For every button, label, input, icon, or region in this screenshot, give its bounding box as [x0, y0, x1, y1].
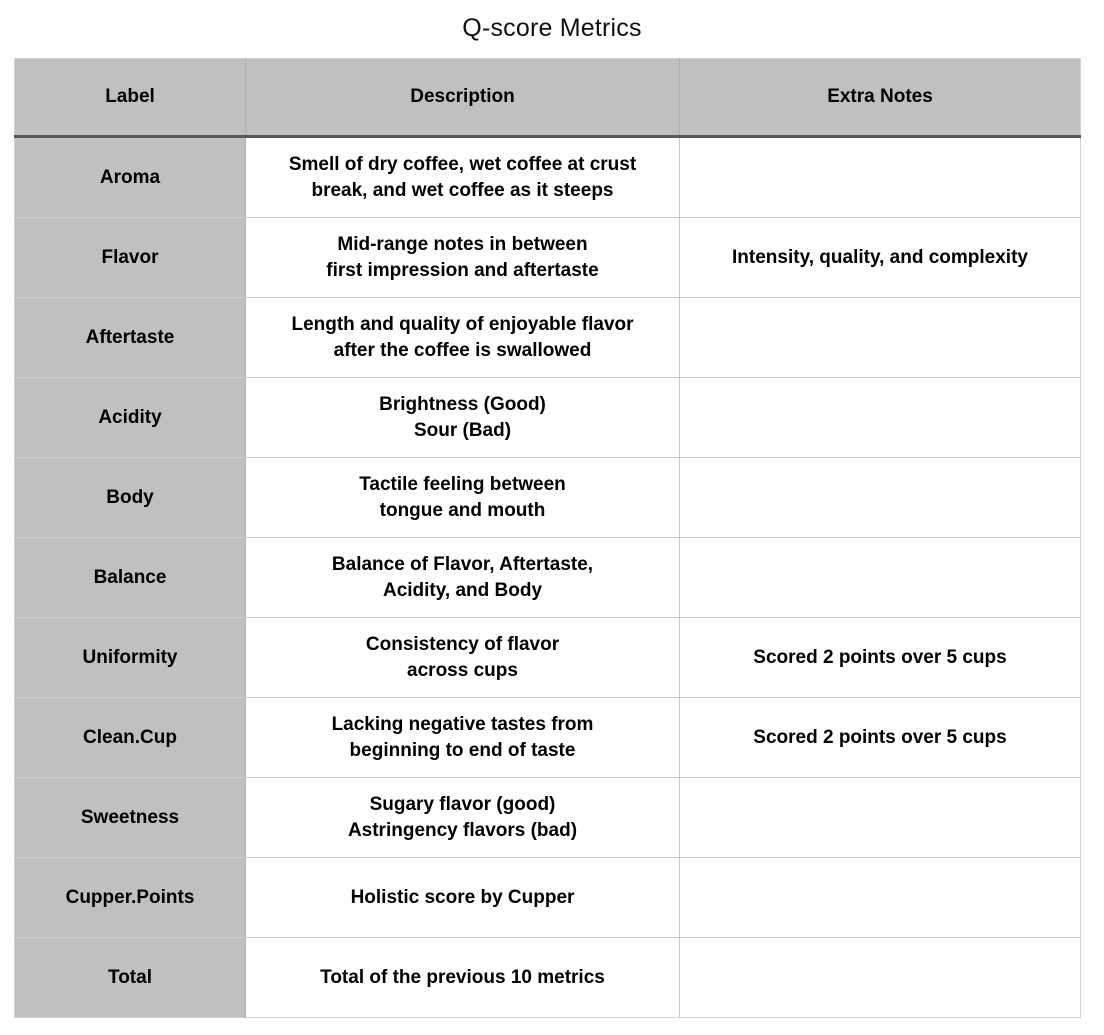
- qscore-metrics-table: [14, 58, 1081, 1018]
- table-row: [15, 298, 1081, 378]
- cell-label: Cupper.Points: [15, 858, 246, 938]
- cell-description: [246, 218, 680, 298]
- cell-label: Flavor: [15, 218, 246, 298]
- cell-label: Balance: [15, 538, 246, 618]
- description-line-1: Length and quality of enjoyable flavor: [291, 314, 634, 336]
- cell-description: [246, 137, 680, 218]
- qscore-metrics-table-container: [14, 58, 1080, 1018]
- cell-label: Total: [15, 938, 246, 1018]
- cell-description: [246, 858, 680, 938]
- cell-label: Body: [15, 458, 246, 538]
- description-line-2: across cups: [407, 659, 518, 681]
- description-line-1: Balance of Flavor, Aftertaste,: [331, 554, 594, 576]
- column-header-extra-notes: Extra Notes: [680, 59, 1081, 137]
- cell-extra-notes: Scored 2 points over 5 cups: [680, 698, 1081, 778]
- column-header-description: Description: [246, 59, 680, 137]
- table-row: [15, 618, 1081, 698]
- description-line-2: Acidity, and Body: [382, 579, 543, 601]
- description-line-1: Tactile feeling between: [359, 474, 566, 496]
- description-line-1: Brightness (Good): [379, 394, 546, 416]
- cell-description: [246, 298, 680, 378]
- cell-extra-notes: [680, 298, 1081, 378]
- table-row: [15, 458, 1081, 538]
- table-header-row: [15, 59, 1081, 137]
- cell-label: Aftertaste: [15, 298, 246, 378]
- cell-description: [246, 938, 680, 1018]
- cell-extra-notes: [680, 778, 1081, 858]
- cell-label: Sweetness: [15, 778, 246, 858]
- cell-extra-notes: [680, 538, 1081, 618]
- table-header: [15, 59, 1081, 137]
- page-title: Q-score Metrics: [462, 14, 642, 42]
- table-row: [15, 778, 1081, 858]
- table-row: [15, 378, 1081, 458]
- description-line-1: Lacking negative tastes from: [331, 714, 594, 736]
- column-header-label: Label: [15, 59, 246, 137]
- cell-description: [246, 778, 680, 858]
- table-row: [15, 938, 1081, 1018]
- cell-label: Clean.Cup: [15, 698, 246, 778]
- description-line-1: Total of the previous 10 metrics: [320, 966, 605, 988]
- cell-description: [246, 538, 680, 618]
- description-line-1: Holistic score by Cupper: [350, 886, 575, 908]
- cell-extra-notes: [680, 858, 1081, 938]
- cell-extra-notes: [680, 938, 1081, 1018]
- description-line-2: break, and wet coffee as it steeps: [311, 179, 614, 201]
- cell-extra-notes: [680, 137, 1081, 218]
- cell-extra-notes: Scored 2 points over 5 cups: [680, 618, 1081, 698]
- cell-label: Uniformity: [15, 618, 246, 698]
- table-row: [15, 538, 1081, 618]
- table-row: [15, 698, 1081, 778]
- table-row: [15, 858, 1081, 938]
- description-line-2: first impression and aftertaste: [326, 259, 599, 281]
- cell-description: [246, 698, 680, 778]
- description-line-1: Consistency of flavor: [365, 634, 560, 656]
- table-body: [15, 137, 1081, 1018]
- cell-label: Acidity: [15, 378, 246, 458]
- cell-extra-notes: [680, 458, 1081, 538]
- table-row: [15, 137, 1081, 218]
- cell-extra-notes: Intensity, quality, and complexity: [680, 218, 1081, 298]
- description-line-2: tongue and mouth: [379, 499, 546, 521]
- table-row: [15, 218, 1081, 298]
- cell-description: [246, 618, 680, 698]
- cell-description: [246, 458, 680, 538]
- description-line-2: Sour (Bad): [413, 419, 512, 441]
- description-line-1: Mid-range notes in between: [337, 234, 588, 256]
- description-line-1: Smell of dry coffee, wet coffee at crust: [288, 154, 637, 176]
- cell-extra-notes: [680, 378, 1081, 458]
- cell-description: [246, 378, 680, 458]
- description-line-2: Astringency flavors (bad): [347, 819, 578, 841]
- description-line-2: beginning to end of taste: [349, 739, 576, 761]
- description-line-1: Sugary flavor (good): [369, 794, 556, 816]
- description-line-2: after the coffee is swallowed: [333, 339, 592, 361]
- cell-label: Aroma: [15, 137, 246, 218]
